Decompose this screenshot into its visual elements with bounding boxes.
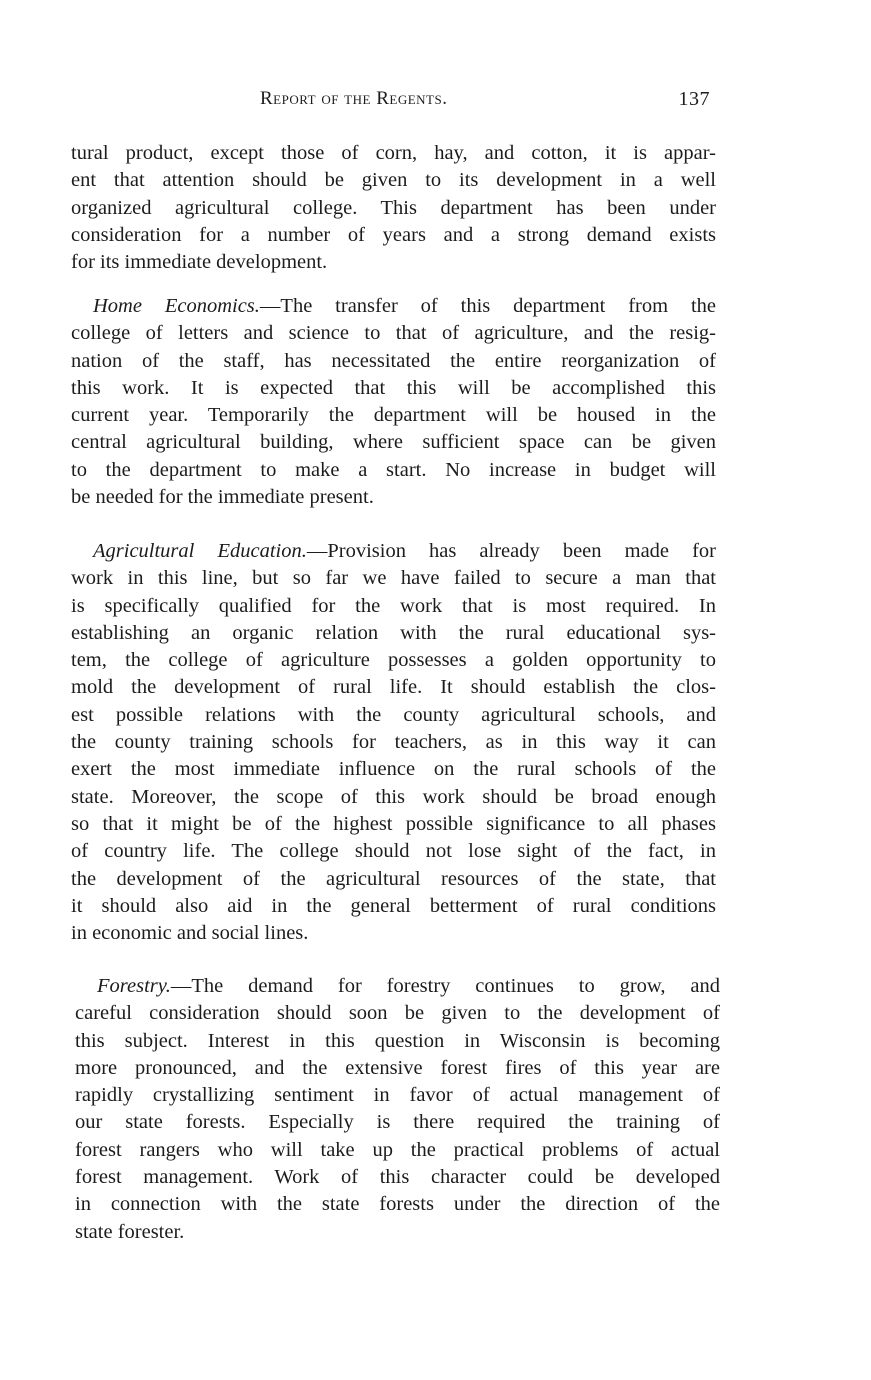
- paragraph-line: for its immediate development.: [71, 251, 328, 274]
- running-head: [260, 88, 720, 118]
- paragraph-first-line: [71, 538, 716, 565]
- section-heading-forestry: Forestry.: [97, 975, 171, 997]
- paragraph-line-text: —The demand for forestry continues to grow, and: [170, 975, 720, 997]
- paragraph-line: this subject. Interest in this question in Wisconsin is becoming: [75, 1029, 720, 1052]
- paragraph-first-line: [71, 293, 716, 320]
- section-heading-agricultural-education: Agricultural Education.: [93, 540, 307, 562]
- paragraph-line: state forester.: [75, 1220, 185, 1243]
- paragraph-line: the county training schools for teachers, as in this way it can: [71, 731, 716, 754]
- paragraph-line-text: —The transfer of this department from the: [259, 295, 716, 317]
- paragraph-home-economics: [71, 293, 716, 511]
- paragraph-line: the development of the agricultural resources of the state, that: [71, 867, 716, 890]
- paragraph-line: careful consideration should soon be given to the development of: [75, 1002, 720, 1025]
- paragraph-agricultural-education: [71, 538, 716, 947]
- paragraph-line: of country life. The college should not lose sight of the fact, in: [71, 840, 716, 863]
- paragraph-line: in connection with the state forests under the direction of the: [75, 1193, 720, 1216]
- paragraph-line: state. Moreover, the scope of this work should be broad enough: [71, 785, 716, 808]
- paragraph-line: establishing an organic relation with the rural educational sys-: [71, 621, 716, 644]
- paragraph-line: central agricultural building, where sufficient space can be given: [71, 431, 716, 454]
- paragraph-line: more pronounced, and the extensive forest fires of this year are: [75, 1056, 720, 1079]
- running-head-title: Report of the Regents.: [260, 88, 448, 109]
- paragraph-line: exert the most immediate influence on the rural schools of the: [71, 758, 716, 781]
- page-number: 137: [678, 88, 710, 110]
- paragraph-forestry: [75, 973, 720, 1246]
- paragraph-line: current year. Temporarily the department will be housed in the: [71, 404, 716, 427]
- paragraph-line: consideration for a number of years and a strong demand exists: [71, 223, 716, 246]
- paragraph-line: in economic and social lines.: [71, 922, 309, 945]
- paragraph-line: rapidly crystallizing sentiment in favor of actual management of: [75, 1084, 720, 1107]
- paragraph-line: ent that attention should be given to its development in a well: [71, 169, 716, 192]
- section-heading-home-economics: Home Economics.: [93, 295, 260, 317]
- paragraph-line: so that it might be of the highest possible significance to all phases: [71, 812, 716, 835]
- paragraph-line: organized agricultural college. This department has been under: [71, 196, 716, 219]
- paragraph-line: est possible relations with the county agricultural schools, and: [71, 703, 716, 726]
- paragraph-line: is specifically qualified for the work that is most required. In: [71, 594, 716, 617]
- paragraph-line: college of letters and science to that of agriculture, and the resig-: [71, 322, 716, 345]
- paragraph-line: tural product, except those of corn, hay, and cotton, it is appar-: [71, 142, 716, 164]
- paragraph-line: to the department to make a start. No increase in budget will: [71, 458, 716, 481]
- paragraph-line: be needed for the immediate present.: [71, 486, 374, 509]
- paragraph-line: work in this line, but so far we have failed to secure a man that: [71, 567, 716, 590]
- paragraph-continuation: [71, 140, 716, 276]
- paragraph-line: forest rangers who will take up the practical problems of actual: [75, 1138, 720, 1161]
- paragraph-line: our state forests. Especially is there required the training of: [75, 1111, 720, 1134]
- paragraph-line: nation of the staff, has necessitated the entire reorganization of: [71, 349, 716, 372]
- paragraph-line: forest management. Work of this character could be developed: [75, 1166, 720, 1189]
- paragraph-line: tem, the college of agriculture possesses a golden opportunity to: [71, 649, 716, 672]
- paragraph-line: this work. It is expected that this will be accomplished this: [71, 376, 716, 399]
- paragraph-line: mold the development of rural life. It should establish the clos-: [71, 676, 716, 699]
- paragraph-first-line: [75, 973, 720, 1000]
- paragraph-line-text: —Provision has already been made for: [306, 540, 716, 562]
- paragraph-line: it should also aid in the general betterment of rural conditions: [71, 894, 716, 917]
